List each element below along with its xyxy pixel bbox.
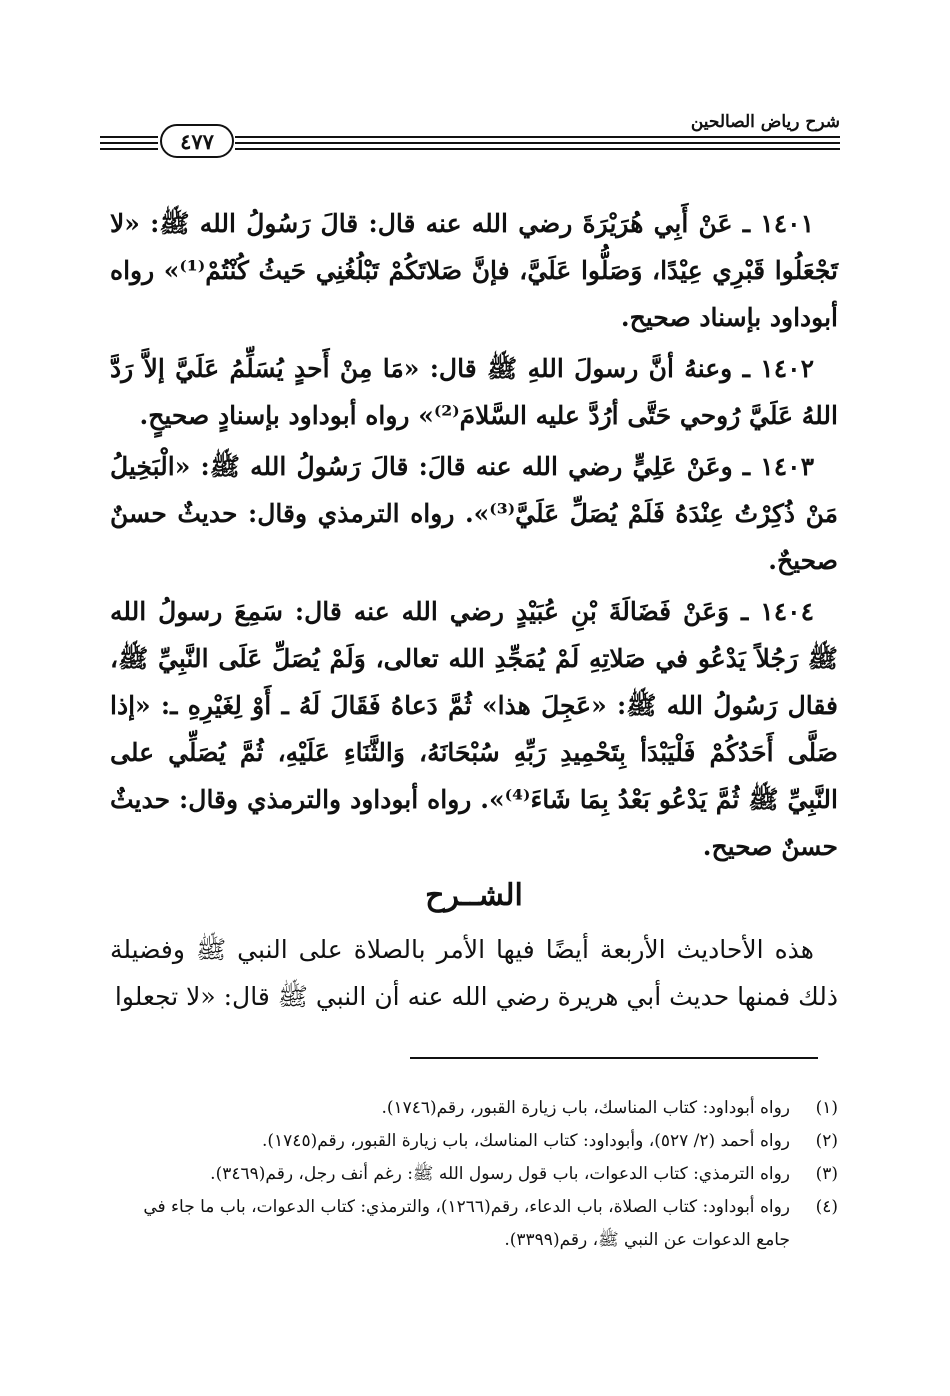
footnote-3 <box>108 1158 838 1191</box>
footnote-text: رواه الترمذي: كتاب الدعوات، باب قول رسول الله ﷺ: رغم أنف رجل، رقم(٣٤٦٩). <box>210 1164 790 1184</box>
header-rule <box>235 142 840 144</box>
hadith-1404: ١٤٠٤ ـ وَعَنْ فَضَالَةَ بْنِ عُبَيْدٍ رضي الله عنه قال: سَمِعَ رسولُ الله ﷺ رَجُلاً يَدْعُو في صَلاتِهِ لَمْ يُمَجِّدِ الله تعالى، وَلَمْ يُصَلِّ عَلَى النَّبِيِّ ﷺ، فقال رَسُولُ الله ﷺ: «عَجِلَ هذا» ثُمَّ دَعاهُ فَقَالَ لَهُ ـ أَوْ لِغَيْرِهِ ـ: «إذا صَلَّى أَحَدُكُمْ فَلْيَبْدَأ بِتَحْمِيدِ رَبِّهِ سُبْحَانَهُ، وَالثَّنَاءِ عَلَيْهِ، ثُمَّ يُصَلِّي على النَّبِيِّ ﷺ ثُمَّ يَدْعُو بَعْدُ بِمَا شَاءَ⁽⁴⁾». رواه أبوداود والترمذي وقال: حديثٌ حسنٌ صحيح. <box>110 597 838 861</box>
footnote-1 <box>108 1092 838 1125</box>
footnote-mark: (٤) <box>815 1197 838 1217</box>
hadith-1403: ١٤٠٣ ـ وعَنْ عَلِيٍّ رضي الله عنه قالَ: قالَ رَسُولُ الله ﷺ: «الْبَخِيلُ مَنْ ذُكِرْتُ عِنْدَهُ فَلَمْ يُصَلِّ عَلَيَّ⁽³⁾». رواه الترمذي وقال: حديثٌ حسنٌ صحيحٌ. <box>110 452 838 575</box>
footnotes <box>108 1092 838 1257</box>
commentary-text: هذه الأحاديث الأربعة أيضًا فيها الأمر بالصلاة على النبي ﷺ وفضيلة ذلك فمنها حديث أبي هريرة رضي الله عنه أن النبي ﷺ قال: «لا تجعلوا <box>110 935 838 1011</box>
section-heading: الشــرح <box>425 878 523 913</box>
header-rule <box>235 136 840 138</box>
hadith-1402: ١٤٠٢ ـ وعنهُ أنَّ رسولَ اللهِ ﷺ قال: «مَا مِنْ أَحدٍ يُسَلِّمُ عَلَيَّ إلاَّ رَدَّ اللهُ عَلَيَّ رُوحي حَتَّى أرُدَّ عليه السَّلامَ⁽²⁾» رواه أبوداود بإسنادٍ صحيحٍ. <box>110 354 838 430</box>
page-number: ٤٧٧ <box>160 124 234 158</box>
header-rule <box>100 148 158 150</box>
footnote-mark: (٢) <box>815 1131 838 1151</box>
main-text <box>110 200 838 1020</box>
footnote-text: رواه أبوداود: كتاب المناسك، باب زيارة القبور، رقم(١٧٤٦). <box>381 1098 790 1118</box>
header-rule <box>100 136 158 138</box>
footnote-mark: (٣) <box>815 1164 838 1184</box>
hadith-1401: ١٤٠١ ـ عَنْ أَبِي هُرَيْرَةَ رضي الله عنه قال: قالَ رَسُولُ الله ﷺ: «لا تَجْعَلُوا قَبْرِي عِيْدًا، وَصَلُّوا عَلَيَّ، فإنَّ صَلاتَكُمْ تَبْلُغُنِي حَيثُ كُنْتُمْ⁽¹⁾» رواه أبوداود بإسناد صحيح. <box>110 209 839 332</box>
footnote-mark: (١) <box>815 1098 838 1118</box>
footnote-text: رواه أحمد (٢/ ٥٢٧)، وأبوداود: كتاب المناسك، باب زيارة القبور، رقم(١٧٤٥). <box>262 1131 790 1151</box>
footnote-4 <box>108 1191 838 1257</box>
header-rule <box>100 142 158 144</box>
running-title: شرح رياض الصالحين <box>690 112 840 132</box>
header-rule <box>235 148 840 150</box>
footnote-divider <box>410 1057 818 1059</box>
footnote-text: رواه أبوداود: كتاب الصلاة، باب الدعاء، رقم(١٢٦٦)، والترمذي: كتاب الدعوات، باب ما جاء في جامع الدعوات عن النبي ﷺ، رقم(٣٣٩٩). <box>143 1197 790 1250</box>
footnote-2 <box>108 1125 838 1158</box>
